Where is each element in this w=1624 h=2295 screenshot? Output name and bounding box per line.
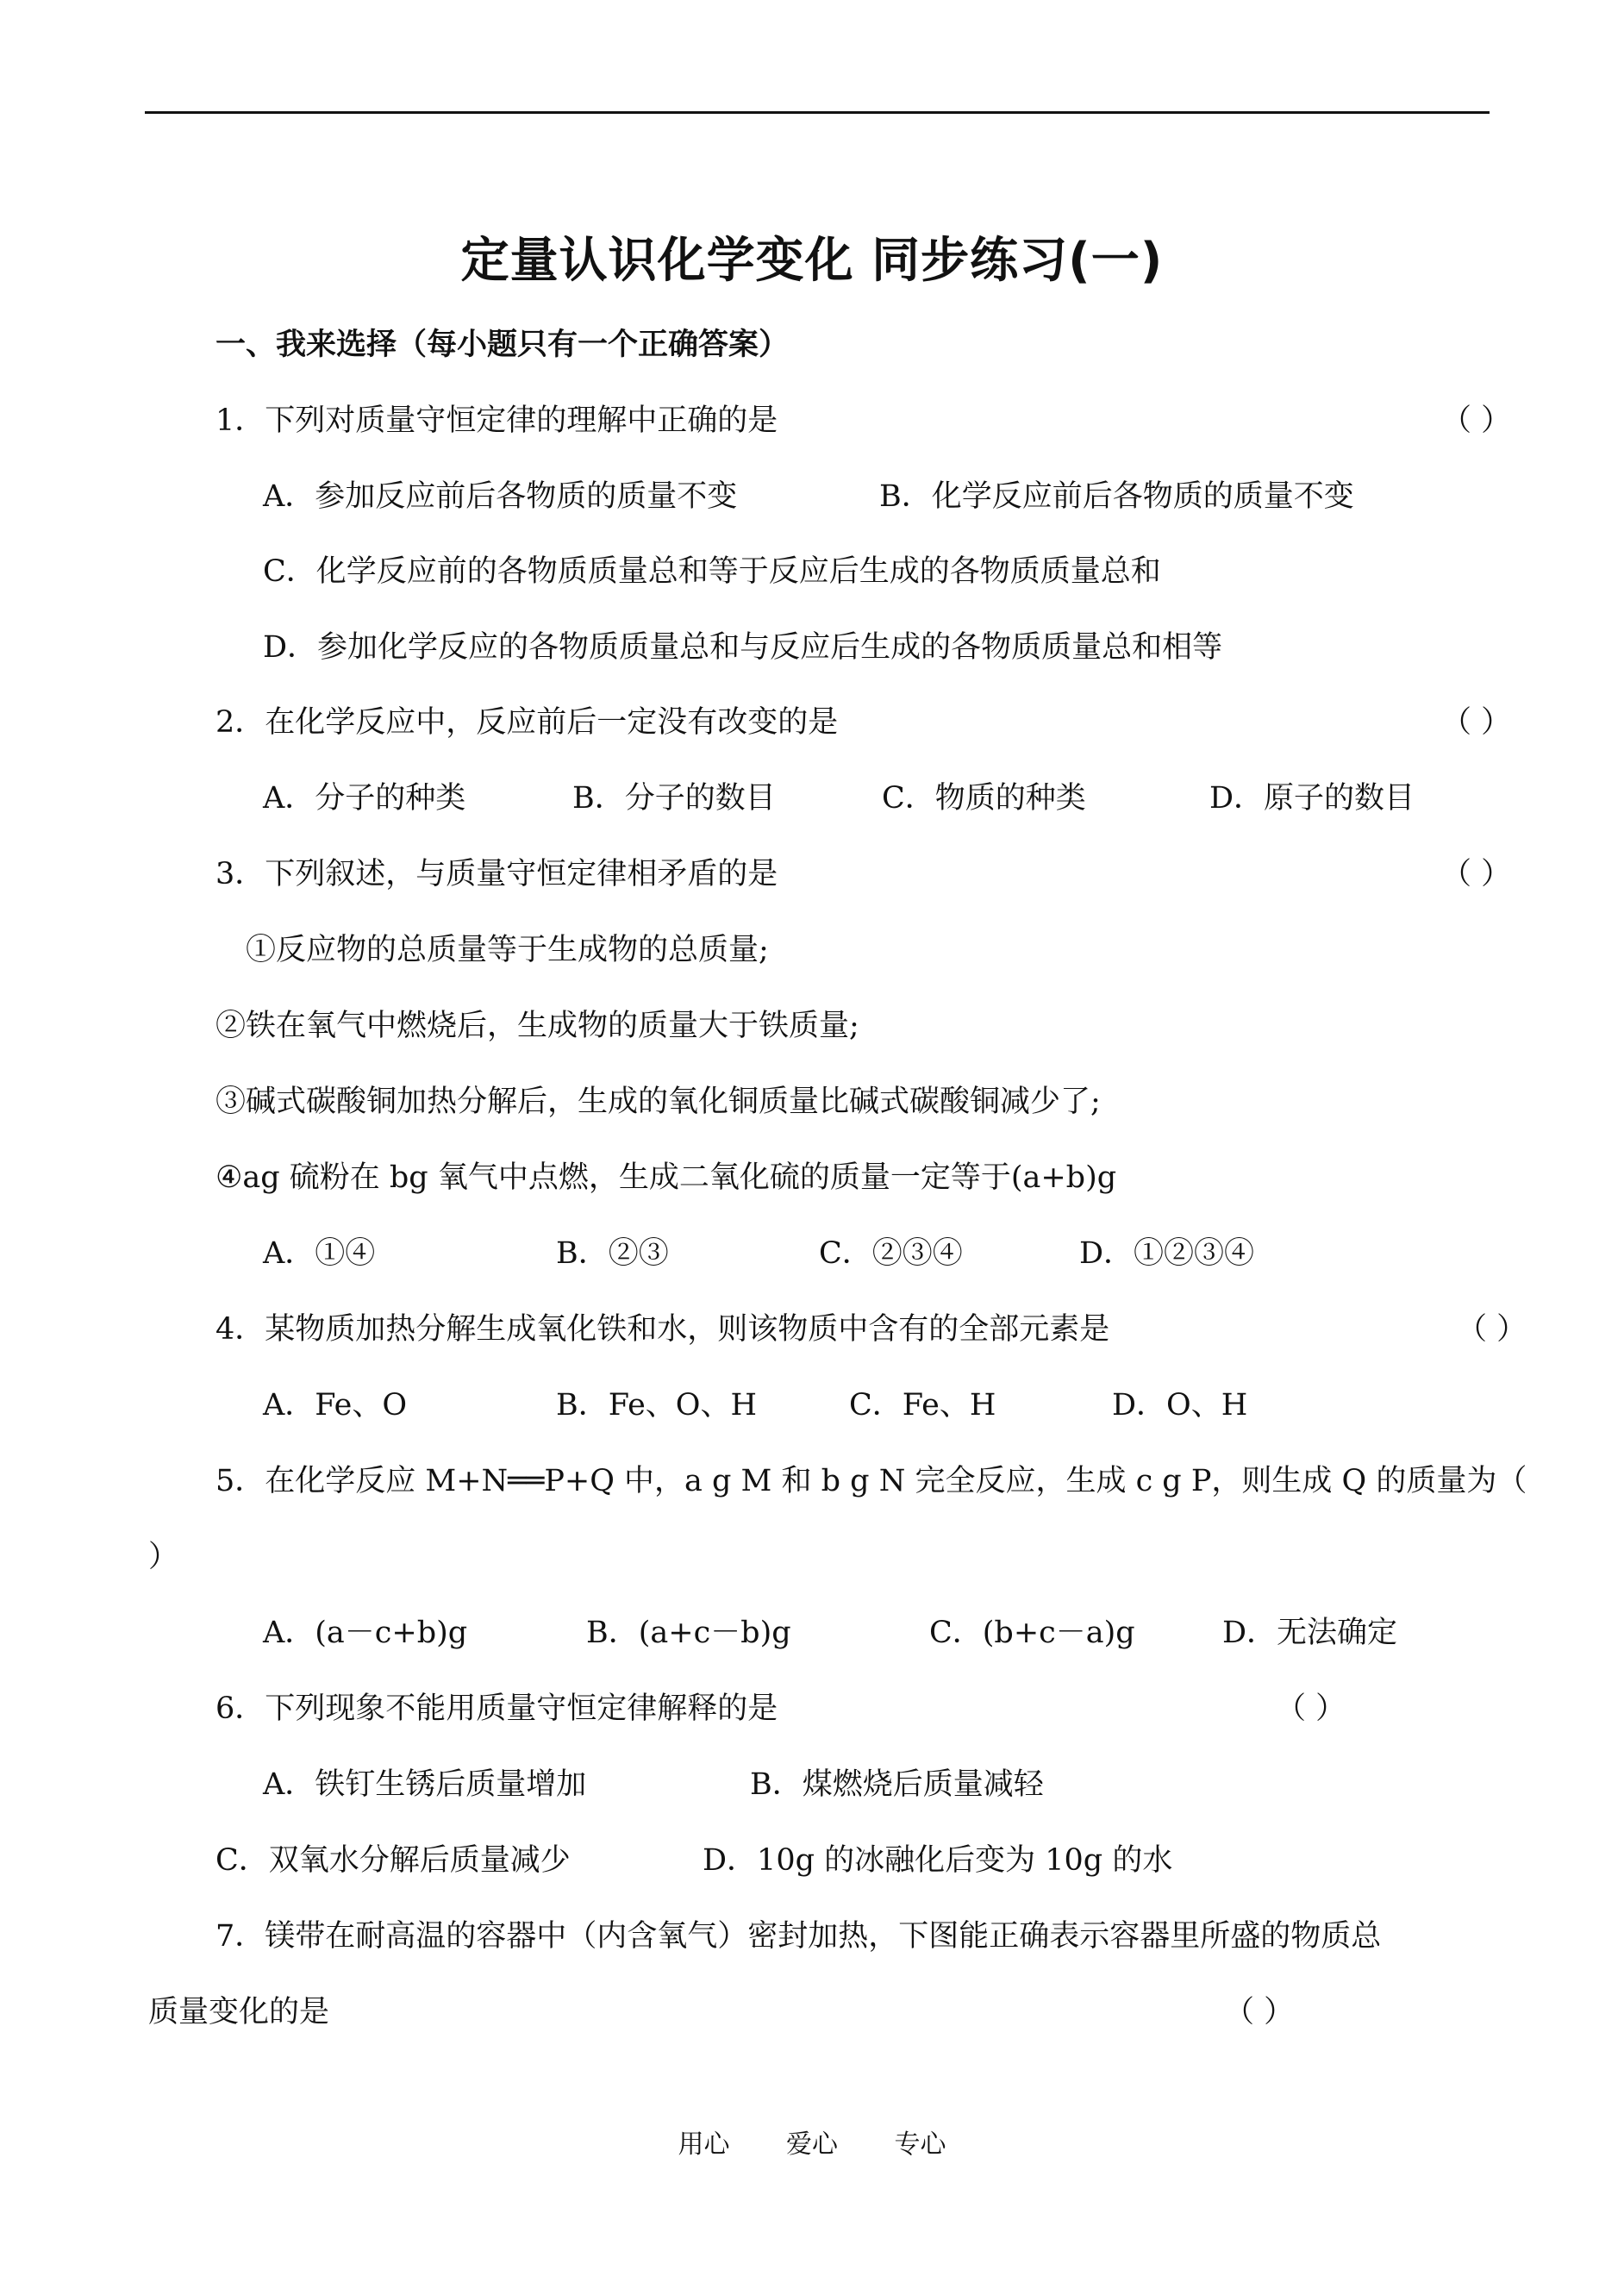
q3-stem: 3．下列叙述，与质量守恒定律相矛盾的是 (215, 857, 778, 891)
q6-option-c: C．双氧水分解后质量减少 (215, 1843, 571, 1878)
q5-option-b: B．(a+c－b)g (586, 1616, 791, 1650)
q6-option-d: D．10g 的冰融化后变为 10g 的水 (703, 1843, 1173, 1878)
q3-option-d: D．①②③④ (1079, 1236, 1255, 1271)
q1-option-b: B．化学反应前后各物质的质量不变 (879, 479, 1354, 514)
q2-answer-paren: （ ） (1441, 705, 1512, 740)
q2-option-d: D．原子的数目 (1209, 781, 1415, 816)
q5-stem: 5．在化学反应 M+N══P+Q 中，a g M 和 b g N 完全反应，生成 c g P，则生成 Q 的质量为（ (215, 1464, 1527, 1498)
q2-option-c: C．物质的种类 (882, 781, 1086, 816)
footer-item: 用心 (678, 2129, 730, 2160)
q5-option-c: C．(b+c－a)g (929, 1616, 1135, 1650)
q1-stem: 1．下列对质量守恒定律的理解中正确的是 (215, 403, 778, 438)
page-footer (0, 2123, 1624, 2161)
q6-answer-paren: （ ） (1276, 1692, 1346, 1726)
q5-stem-continued: ） (148, 1540, 179, 1574)
q3-statement-1: ①反应物的总质量等于生成物的总质量; (246, 933, 769, 967)
q4-option-b: B．Fe、O、H (556, 1388, 758, 1423)
footer-item: 专心 (894, 2129, 946, 2160)
q4-stem: 4．某物质加热分解生成氧化铁和水，则该物质中含有的全部元素是 (215, 1312, 1110, 1347)
q6-option-b: B．煤燃烧后质量减轻 (750, 1767, 1044, 1802)
section-heading: 一、我来选择（每小题只有一个正确答案） (215, 328, 790, 362)
q3-statement-2: ②铁在氧气中燃烧后，生成物的质量大于铁质量; (215, 1009, 859, 1043)
q3-answer-paren: （ ） (1441, 857, 1512, 891)
q7-stem: 7．镁带在耐高温的容器中（内含氧气）密封加热，下图能正确表示容器里所盛的物质总 (215, 1919, 1382, 1954)
q2-option-a: A．分子的种类 (263, 781, 466, 816)
q1-option-c: C．化学反应前的各物质质量总和等于反应后生成的各物质质量总和 (263, 554, 1161, 589)
q1-option-a: A．参加反应前后各物质的质量不变 (263, 479, 738, 514)
q5-option-d: D．无法确定 (1222, 1616, 1398, 1650)
q4-answer-paren: （ ） (1457, 1312, 1527, 1347)
q6-stem: 6．下列现象不能用质量守恒定律解释的是 (215, 1692, 778, 1726)
q3-statement-3: ③碱式碳酸铜加热分解后，生成的氧化铜质量比碱式碳酸铜减少了; (215, 1085, 1101, 1119)
q6-option-a: A．铁钉生锈后质量增加 (263, 1767, 587, 1802)
q3-option-a: A．①④ (263, 1236, 376, 1271)
q4-option-d: D．O、H (1112, 1388, 1248, 1423)
q7-answer-paren: （ ） (1224, 1995, 1295, 2029)
q2-stem: 2．在化学反应中，反应前后一定没有改变的是 (215, 705, 839, 740)
q3-option-c: C．②③④ (819, 1236, 963, 1271)
q1-option-d: D．参加化学反应的各物质质量总和与反应后生成的各物质质量总和相等 (263, 630, 1223, 665)
page-title: 定量认识化学变化 同步练习(一) (460, 233, 1164, 289)
q4-option-a: A．Fe、O (263, 1388, 408, 1423)
q3-statement-4: ④ag 硫粉在 bg 氧气中点燃，生成二氧化硫的质量一定等于(a+b)g (215, 1160, 1117, 1195)
q4-option-c: C．Fe、H (849, 1388, 996, 1423)
q1-answer-paren: （ ） (1441, 403, 1512, 438)
q5-option-a: A．(a－c+b)g (263, 1616, 468, 1650)
q2-option-b: B．分子的数目 (572, 781, 776, 816)
q3-option-b: B．②③ (556, 1236, 669, 1271)
footer-item: 爱心 (786, 2129, 838, 2160)
q7-stem-continued: 质量变化的是 (148, 1995, 330, 2029)
header-rule (145, 111, 1490, 114)
